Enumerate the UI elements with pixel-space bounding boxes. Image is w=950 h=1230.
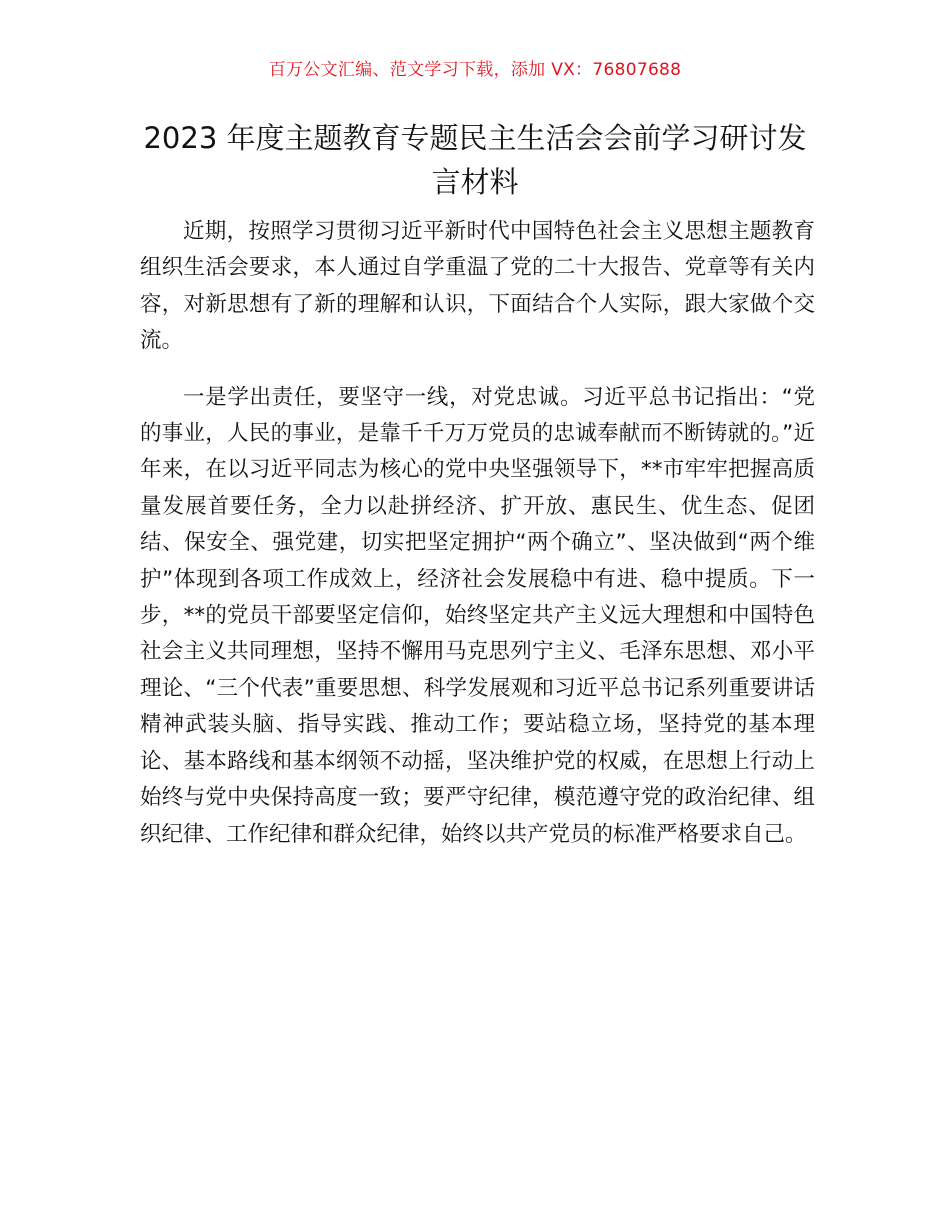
document-body [140, 214, 815, 873]
paragraph-intro: 近期，按照学习贯彻习近平新时代中国特色社会主义思想主题教育组织生活会要求，本人通过自学重温了党的二十大报告、党章等有关内容，对新思想有了新的理解和认识，下面结合个人实际，跟大家做个交流。 [140, 219, 815, 354]
paragraph-section-one: 一是学出责任，要坚守一线，对党忠诚。习近平总书记指出：“党的事业，人民的事业，是靠千千万万党员的忠诚奉献而不断铸就的。”近年来，在以习近平同志为核心的党中央坚强领导下，**市牢牢把握高质量发展首要任务，全力以赴拼经济、扩开放、惠民生、优生态、促团结、保安全、强党建，切实把坚定拥护“两个确立”、坚决做到“两个维护”体现到各项工作成效上，经济社会发展稳中有进、稳中提质。下一步，**的党员干部要坚定信仰，始终坚定共产主义远大理想和中国特色社会主义共同理想，坚持不懈用马克思列宁主义、毛泽东思想、邓小平理论、“三个代表”重要思想、科学发展观和习近平总书记系列重要讲话精神武装头脑、指导实践、推动工作；要站稳立场，坚持党的基本理论、基本路线和基本纲领不动摇，坚决维护党的权威，在思想上行动上始终与党中央保持高度一致；要严守纪律，模范遵守党的政治纪律、组织纪律、工作纪律和群众纪律，始终以共产党员的标准严格要求自己。 [140, 384, 815, 847]
document-title: 2023 年度主题教育专题民主生活会会前学习研讨发言材料 [143, 121, 807, 199]
header-promo-note: 百万公文汇编、范文学习下载，添加 VX：76807688 [268, 60, 682, 80]
